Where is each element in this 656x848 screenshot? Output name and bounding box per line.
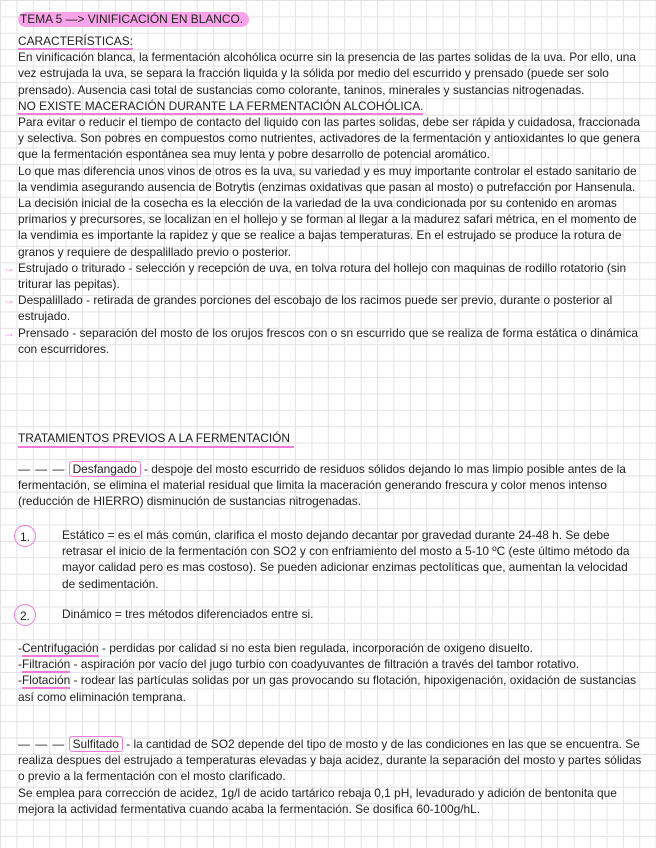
estatico-block <box>22 527 642 592</box>
paragraph-3: La decisión inicial de la cosecha es la elección de la variedad de la uva condicionada por su contenido en aromas primarios y precursores, se localizan en el hollejo y se forman al llegar a la madurez safari métrica, en el momento de la vendimia es importante la rapidez y que se realice a bajas temperaturas. En el estrujado se produce la rotura de granos y requiere de despalillado previo o posterior. <box>18 196 637 259</box>
metodo-text: - rodear las partículas solidas por un gas provocando su flotación, hipoxigenación, oxidación de sustancias así como eliminación temprana. <box>18 673 637 704</box>
paragraph-2: Lo que mas diferencia unos vinos de otros es la uva, su variedad y es muy importante controlar el estado sanitario de la vendimia asegurando ausencia de Botrytis (enzimas oxidativas que pasan al mosto) o putrefacción por Hansenula. <box>18 163 637 194</box>
sulfitado-text: - la cantidad de SO2 depende del tipo de mosto y de las condiciones en las que se encuentra. Se realiza despues del estrujado a temperaturas elevadas y baja acidez, durante la separación del mosto y partes sólidas o previo a la fermentación con el mosto clarificado. <box>18 737 642 784</box>
metodos-block <box>18 640 642 705</box>
page-title: TEMA 5 —> VINIFICACIÓN EN BLANCO. <box>18 12 249 27</box>
sulfitado-term: Sulfitado <box>69 736 123 752</box>
dinamico-text: Dinámico = tres métodos diferenciados entre si. <box>62 607 314 621</box>
metodo-filtracion <box>18 656 642 672</box>
estatico-text: Estático = es el más común, clarifica el mosto dejando decantar por gravedad durante 24-48 h. Se debe retrasar el inicio de la fermentación con SO2 y con enfriamiento del mosto a 5-10 ºC (este último método da mayor calidad pero es mas costoso). Se pueden adicionar enzimas pectolíticas que, aumentan la velocidad de sedimentación. <box>62 528 630 591</box>
title-block <box>18 11 642 27</box>
arrow-icon: → <box>3 293 15 308</box>
metodo-prefix: - <box>18 641 22 655</box>
sulfitado-block <box>18 736 642 817</box>
bullet-despalillado <box>3 292 642 324</box>
metodo-term: Filtración <box>21 657 71 672</box>
bullet-text: Prensado - separación del mosto de los orujos frescos con o sn escurrido que se realiza de forma estática o dinámica con escurridores. <box>18 325 638 356</box>
intro-paragraph: En vinificación blanca, la fermentación alcohólica ocurre sin la presencia de las partes solidas de la uva. Por ello, una vez estrujada la uva, se separa la fracción liquida y la sólida por medio del escurrido y prensado (puede ser solo prensado). Ausencia casi total de sustancias como colorante, taninos, minerales y sustancias nitrogenadas. <box>18 50 636 97</box>
bullet-estrujado <box>3 260 642 292</box>
bullet-prensado <box>3 325 642 357</box>
no-maceracion-heading: NO EXISTE MACERACIÓN DURANTE LA FERMENTACIÓN ALCOHÓLICA. <box>18 98 424 113</box>
arrow-icon: → <box>3 260 15 275</box>
dash-prefix: — — — <box>18 737 66 751</box>
metodo-centrifugacion <box>18 640 642 656</box>
arrow-icon: → <box>3 325 15 340</box>
caracteristicas-block <box>3 33 642 357</box>
metodo-text: - aspiración por vacío del jugo turbio con coadyuvantes de filtración a través del tambor rotativo. <box>70 657 580 672</box>
tratamientos-block <box>18 430 642 448</box>
desfangado-term: Desfangado <box>69 461 141 477</box>
sulfitado-text-2: Se emplea para corrección de acidez, 1g/l de acido tartárico rebaja 0,1 pH, levadurado y adición de bentonita que mejora la actividad fermentativa cuando acaba la fermentación. Se dosifica 60-100g/hL. <box>18 785 617 816</box>
dash-prefix: — — — <box>18 462 66 476</box>
tratamientos-heading: TRATAMIENTOS PREVIOS A LA FERMENTACIÓN <box>18 430 294 448</box>
desfangado-block <box>18 461 642 510</box>
paragraph-1: Para evitar o reducir el tiempo de contacto del liquido con las partes solidas, debe ser rápida y cuidadosa, fraccionada y selectiva. Son pobres en compuestos como nutrientes, activadores de la fermentación y antioxidantes lo que genera que la fermentación espontánea sea muy lenta y pobre desarrollo de potencial aromático. <box>18 115 640 162</box>
number-circle-1: 1. <box>14 525 36 547</box>
metodo-prefix: - <box>18 657 22 672</box>
metodo-prefix: - <box>18 673 22 688</box>
metodo-term: Centrifugación <box>21 641 99 655</box>
bullet-text: Estrujado o triturado - selección y recepción de uva, en tolva rotura del hollejo con maquinas de rodillo rotatorio (sin triturar las pepitas). <box>18 260 627 292</box>
metodo-text: - perdidas por calidad si no esta bien regulada, incorporación de oxigeno disuelto. <box>98 641 533 655</box>
metodo-flotacion <box>18 672 642 704</box>
number-circle-2: 2. <box>14 604 36 626</box>
bullet-text: Despalillado - retirada de grandes porciones del escobajo de los racimos puede ser previo, durante o posterior al estrujado. <box>18 293 613 324</box>
bullet-list <box>3 260 642 357</box>
desfangado-text: - despoje del mosto escurrido de residuos sólidos dejando lo mas limpio posible antes de la fermentación, se elimina el material residual que limita la maceración generando frescura y color menos intenso (reducción de HIERRO) disminución de sustancias nitrogenadas. <box>18 462 626 509</box>
caracteristicas-heading: CARACTERÍSTICAS: <box>18 34 133 48</box>
dinamico-block <box>22 606 642 622</box>
metodo-term: Flotación <box>21 673 71 688</box>
